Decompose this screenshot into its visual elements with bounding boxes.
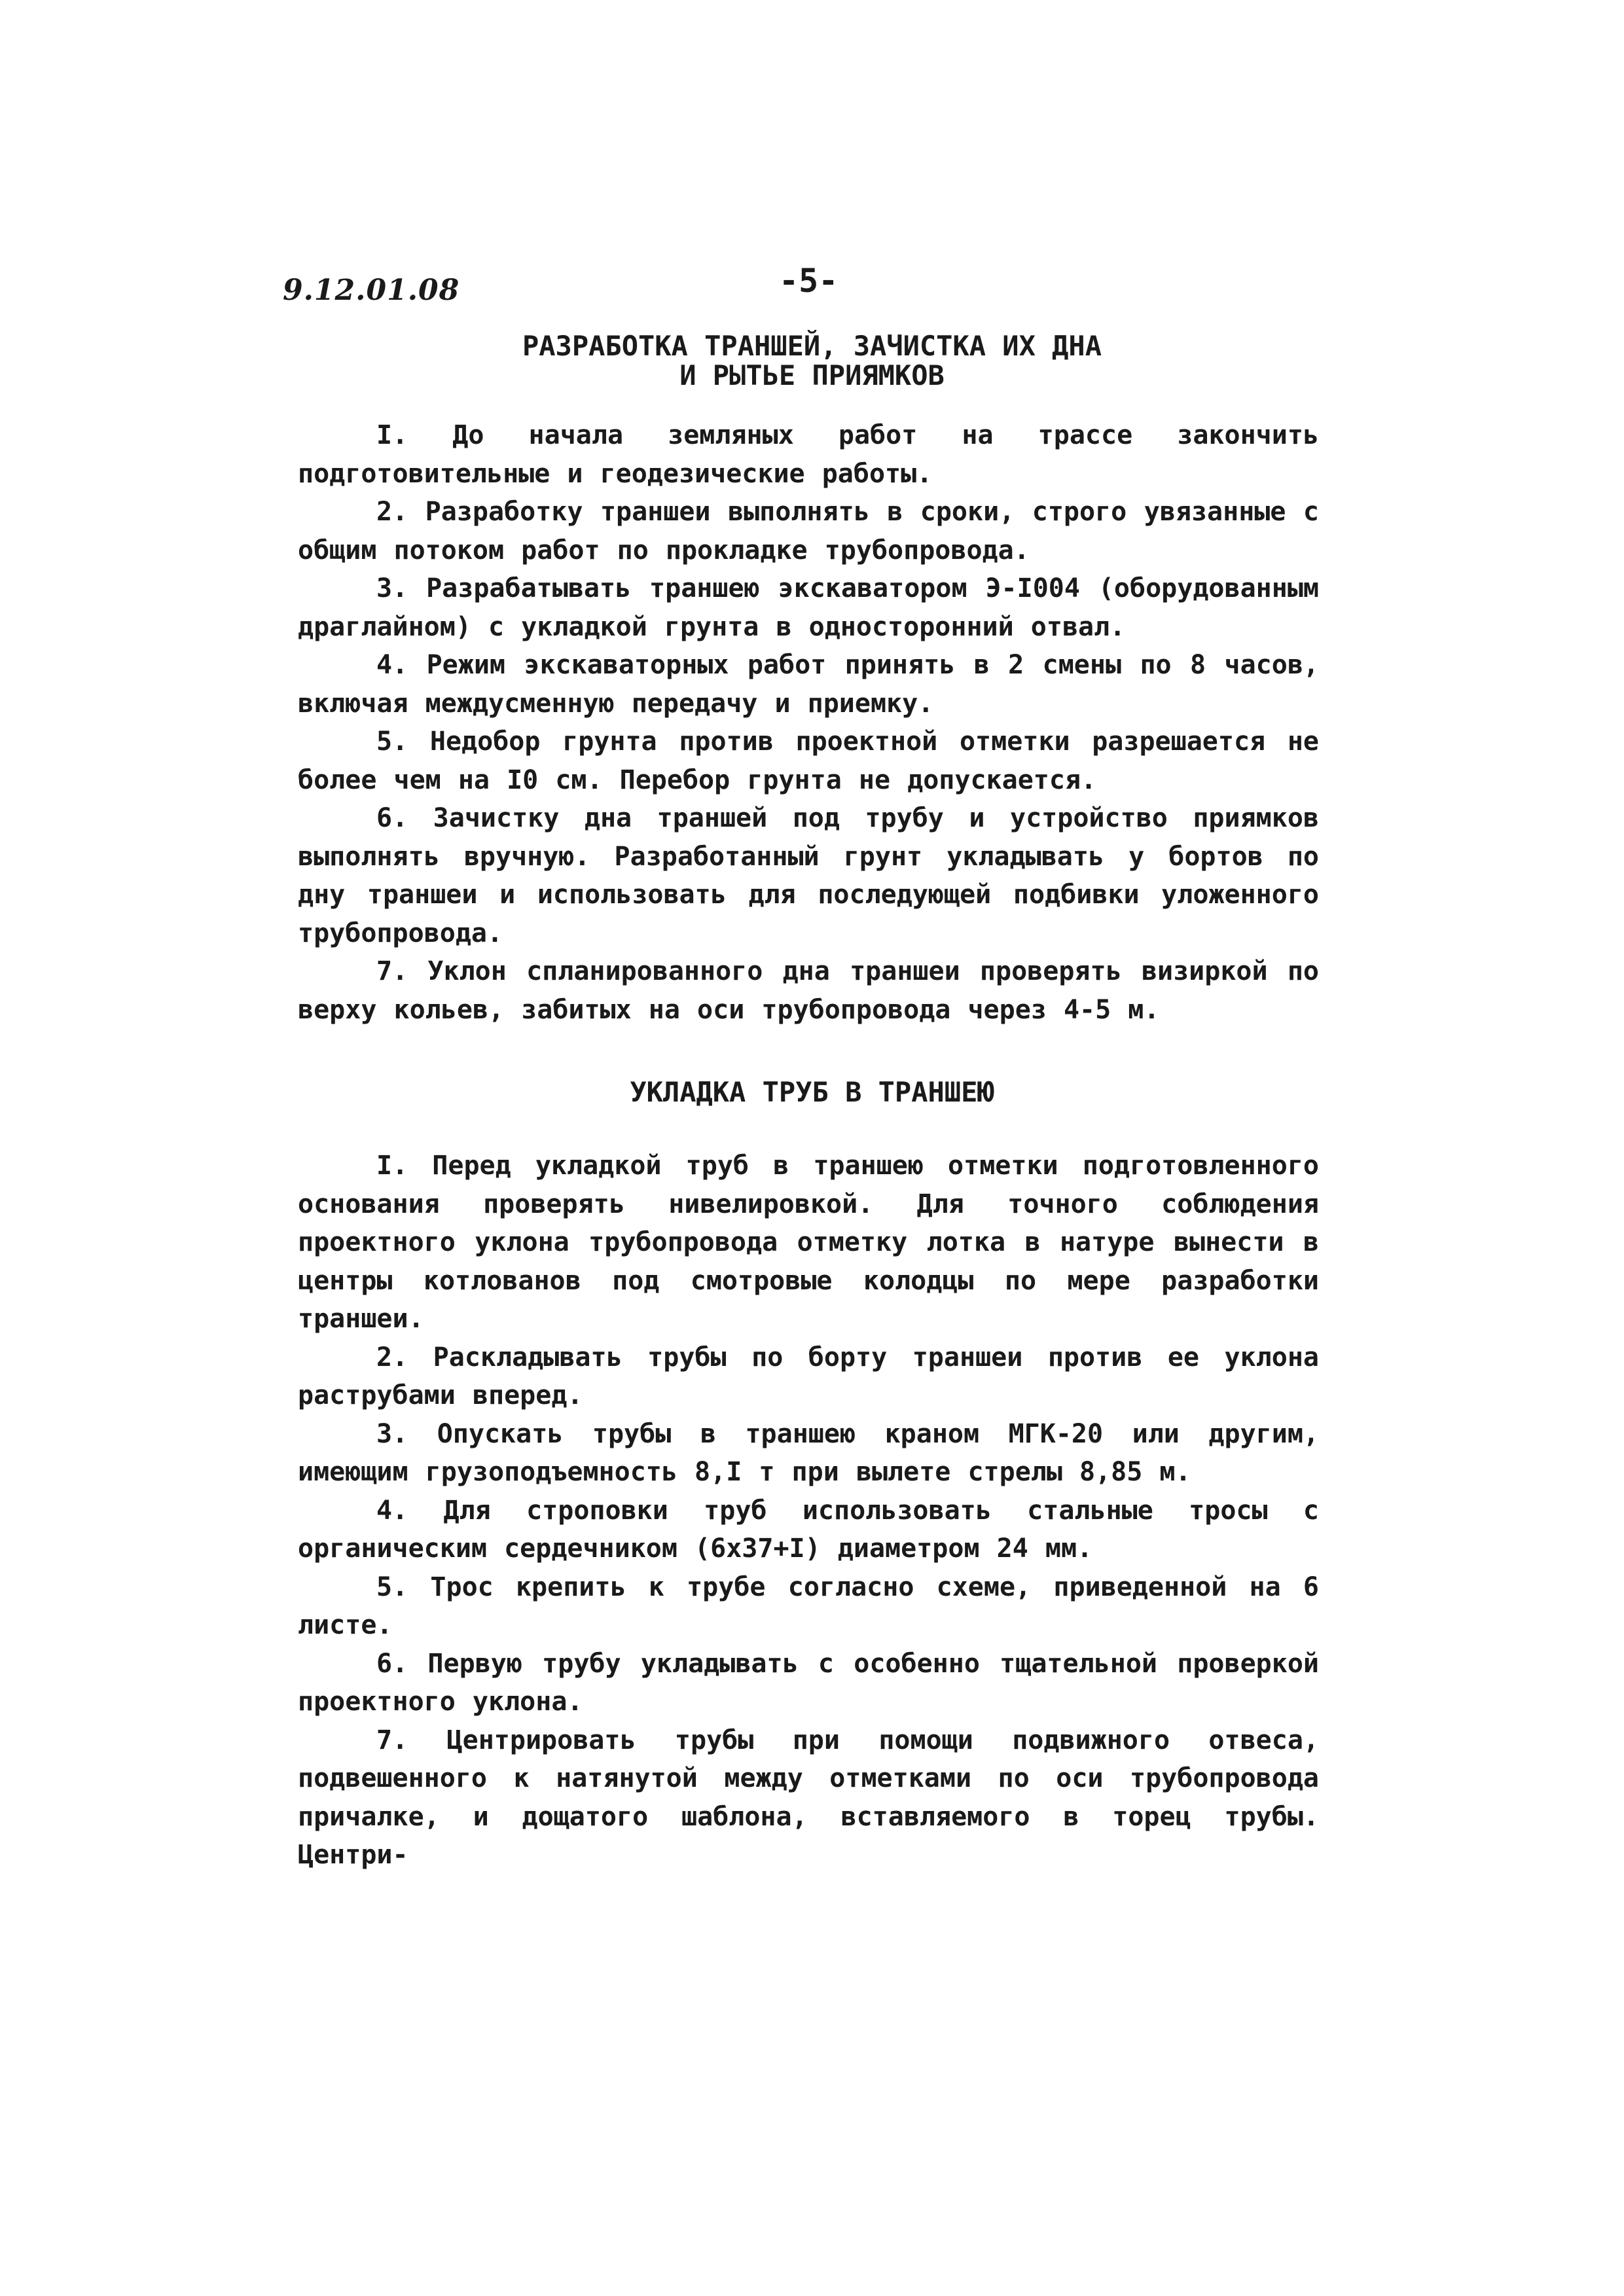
section-2-heading-line: УКЛАДКА ТРУБ В ТРАНШЕЮ <box>630 1076 994 1108</box>
section-2-body <box>298 1147 1319 1874</box>
list-item: 6. Зачистку дна траншей под трубу и устройство приямков выполнять вручную. Разработанный грунт укладывать у бортов по дну траншеи и использовать для последующей подбивки уложенного трубопровода. <box>298 803 1319 948</box>
list-item: 3. Опускать трубы в траншею краном МГК-20 или другим, имеющим грузоподъемность 8,I т при вылете стрелы 8,85 м. <box>298 1418 1319 1487</box>
page-number: -5- <box>779 262 839 300</box>
list-item: 3. Разрабатывать траншею экскаватором Э-I004 (оборудованным драглайном) с укладкой грунта в односторонний отвал. <box>298 573 1319 642</box>
list-item: 5. Недобор грунта против проектной отметки разрешается не более чем на I0 см. Перебор грунта не допускается. <box>298 726 1319 795</box>
list-item: 6. Первую трубу укладывать с особенно тщательной проверкой проектного уклона. <box>298 1648 1319 1717</box>
document-code: 9.12.01.08 <box>283 274 460 307</box>
list-item: 5. Трос крепить к трубе согласно схеме, приведенной на 6 листе. <box>298 1571 1319 1640</box>
section-1-heading <box>0 331 1624 391</box>
list-item: I. Перед укладкой труб в траншею отметки подготовленного основания проверять нивелировкой. Для точного соблюдения проектного уклона трубопровода отметку лотка в натуре вынести в центры котлованов под смотровые колодцы по мере разработки траншеи. <box>298 1151 1319 1334</box>
section-2-heading <box>0 1077 1624 1107</box>
section-1-heading-line-2: И РЫТЬЕ ПРИЯМКОВ <box>679 359 945 392</box>
list-item: 4. Режим экскаваторных работ принять в 2 смены по 8 часов, включая междусменную передачу и приемку. <box>298 650 1319 719</box>
list-item: 7. Уклон спланированного дна траншеи проверять визиркой по верху кольев, забитых на оси трубопровода через 4-5 м. <box>298 956 1319 1025</box>
list-item: 2. Раскладывать трубы по борту траншеи против ее уклона раструбами вперед. <box>298 1342 1319 1410</box>
section-1-heading-line-1: РАЗРАБОТКА ТРАНШЕЙ, ЗАЧИСТКА ИХ ДНА <box>522 330 1102 362</box>
list-item: 7. Центрировать трубы при помощи подвижного отвеса, подвешенного к натянутой между отметками по оси трубопровода причалке, и дощатого шаблона, вставляемого в торец трубы. Центри- <box>298 1725 1319 1870</box>
section-1-body <box>298 416 1319 1029</box>
list-item: 2. Разработку траншеи выполнять в сроки, строго увязанные с общим потоком работ по прокладке трубопровода. <box>298 497 1319 565</box>
list-item: 4. Для строповки труб использовать стальные тросы с органическим сердечником (6х37+I) диаметром 24 мм. <box>298 1495 1319 1564</box>
list-item: I. До начала земляных работ на трассе закончить подготовительные и геодезические работы. <box>298 420 1319 489</box>
